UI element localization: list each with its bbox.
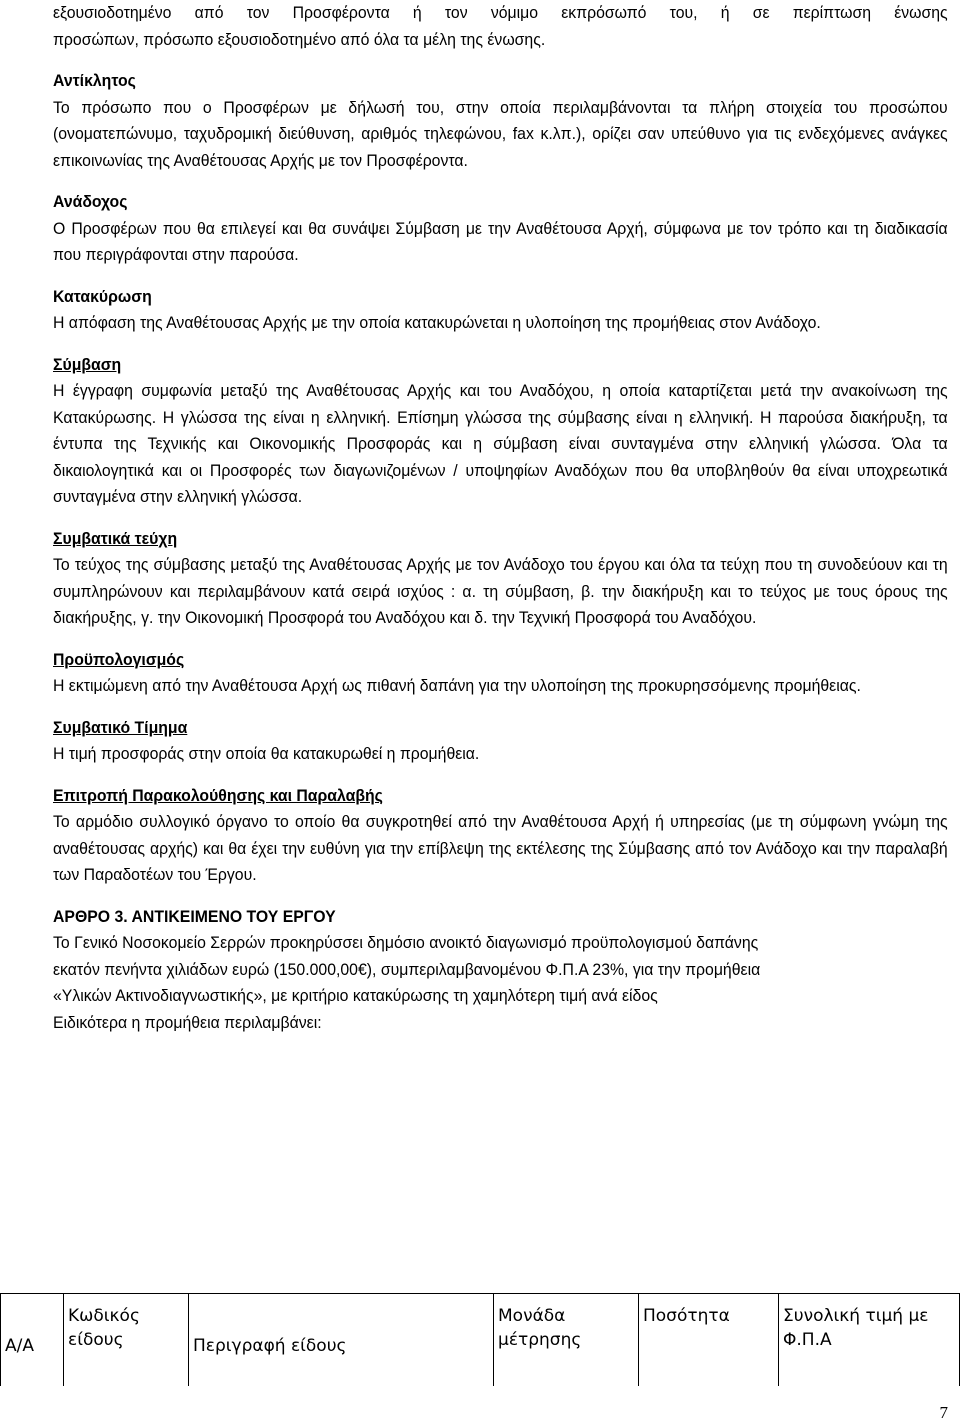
definition-text: Η τιμή προσφοράς στην οποία θα κατακυρωθεί η προμήθεια. (53, 744, 480, 763)
definitions-list (53, 68, 948, 889)
document-body (53, 0, 948, 1036)
definition-section (53, 715, 948, 768)
definition-text: Το αρμόδιο συλλογικό όργανο το οποίο θα συγκροτηθεί από την Αναθέτουσα Αρχή ή υπηρεσίας (με τη σύμφωνη γνώμη της αναθέτουσας αρχής) και θα έχει την ευθύνη για την επίβλεψη της εκτέλεσης της Σύμβασης από τον Ανάδοχο και την παραλαβή των Παραδοτέων του Έργου. (53, 812, 948, 884)
header-description: Περιγραφή είδους (189, 1294, 494, 1387)
article-line-2: εκατόν πενήντα χιλιάδων ευρώ (150.000,00€), συμπεριλαμβανομένου Φ.Π.Α 23%, για την προμήθεια (53, 959, 761, 979)
definition-title: Σύμβαση (53, 354, 122, 374)
definition-text: Η εκτιμώμενη από την Αναθέτουσα Αρχή ως πιθανή δαπάνη για την υλοποίηση της προκυρησσόμενης προμήθειας. (53, 676, 861, 695)
page-number: 7 (939, 1403, 948, 1422)
definition-section (53, 352, 948, 511)
definition-title: Ανάδοχος (53, 192, 128, 211)
table-header-row (1, 1294, 960, 1387)
article-line-1: Το Γενικό Νοσοκομείο Σερρών προκηρύσσει δημόσιο ανοικτό διαγωνισμό προϋπολογισμού δαπάνης (53, 933, 759, 952)
items-table (0, 1293, 960, 1386)
article-line-3: «Υλικών Ακτινοδιαγνωστικής», με κριτήριο κατακύρωσης τη χαμηλότερη τιμή ανά είδος (53, 986, 658, 1005)
definition-section (53, 284, 948, 337)
intro-line-2: προσώπων, πρόσωπο εξουσιοδοτημένο από όλα τα μέλη της ένωσης. (53, 29, 546, 49)
definition-text: Το πρόσωπο που ο Προσφέρων με δήλωσή του, στην οποία περιλαμβάνονται τα πλήρη στοιχεία του προσώπου (ονοματεπώνυμο, ταχυδρομική διεύθυνση, αριθμός τηλεφώνου, fax κ.λπ.), ορίζει σαν υπεύθυνο για τις ενδεχόμενες ανάγκες επικοινωνίας της Αναθέτουσας Αρχής με τον Προσφέροντα. (53, 97, 948, 170)
intro-line-1: εξουσιοδοτημένο από τον Προσφέροντα ή τον νόμιμο εκπρόσωπό του, ή σε περίπτωση ένωσης (53, 3, 948, 22)
definition-title: Προϋπολογισμός (53, 649, 185, 669)
definition-title: Κατακύρωση (53, 286, 152, 306)
header-quantity: Ποσότητα (639, 1294, 779, 1387)
definition-section (53, 647, 948, 700)
header-total-price: Συνολική τιμή με Φ.Π.Α (779, 1294, 960, 1387)
definition-title: Συμβατικά τεύχη (53, 528, 178, 548)
definition-section (53, 783, 948, 889)
definition-text: Το τεύχος της σύμβασης μεταξύ της Αναθέτουσας Αρχής με τον Ανάδοχο του έργου και όλα τα τεύχη που τη συνοδεύουν και τη συμπληρώνουν και περιλαμβάνουν κατά σειρά ισχύος : α. τη σύμβαση, β. την διακήρυξη και το τεύχος με τους όρους της διακήρυξης, γ. την Οικονομική Προσφορά του Αναδόχου και δ. την Τεχνική Προσφορά του Αναδόχου. (53, 555, 948, 627)
header-item-code: Κωδικός είδους (64, 1294, 189, 1387)
definition-title: Αντίκλητος (53, 71, 136, 90)
definition-text: Η απόφαση της Αναθέτουσας Αρχής με την οποία κατακυρώνεται η υλοποίηση της προμήθειας στον Ανάδοχο. (53, 313, 821, 332)
definition-section (53, 189, 948, 269)
definition-section (53, 68, 948, 174)
header-aa: Α/Α (1, 1294, 64, 1387)
article-line-4: Ειδικότερα η προμήθεια περιλαμβάνει: (53, 1012, 322, 1032)
header-unit: Μονάδα μέτρησης (494, 1294, 639, 1387)
definition-section (53, 526, 948, 632)
definition-text: Ο Προσφέρων που θα επιλεγεί και θα συνάψει Σύμβαση με την Αναθέτουσα Αρχή, σύμφωνα με τον τρόπο και τη διαδικασία που περιγράφονται στην παρούσα. (53, 218, 948, 264)
definition-title: Επιτροπή Παρακολούθησης και Παραλαβής (53, 785, 383, 805)
article-title: ΑΡΘΡΟ 3. ΑΝΤΙΚΕΙΜΕΝΟ ΤΟΥ ΕΡΓΟΥ (53, 906, 336, 926)
definition-title: Συμβατικό Τίμημα (53, 717, 188, 737)
definition-text: Η έγγραφη συμφωνία μεταξύ της Αναθέτουσας Αρχής και του Αναδόχου, η οποία καταρτίζεται μετά την ανακοίνωση της Κατακύρωσης. Η γλώσσα της είναι η ελληνική. Επίσημη γλώσσα της σύμβασης είναι η ελληνική. Η παρούσα διακήρυξη, τα έντυπα της Τεχνικής και Οικονομικής Προσφοράς και η σύμβαση είναι συνταγμένα στην ελληνική γλώσσα. Όλα τα δικαιολογητικά και οι Προσφορές των διαγωνιζομένων / υποψηφίων Αναδόχων που θα υποβληθούν θα είναι υποχρεωτικά συνταγμένα στην ελληνική γλώσσα. (53, 381, 948, 506)
